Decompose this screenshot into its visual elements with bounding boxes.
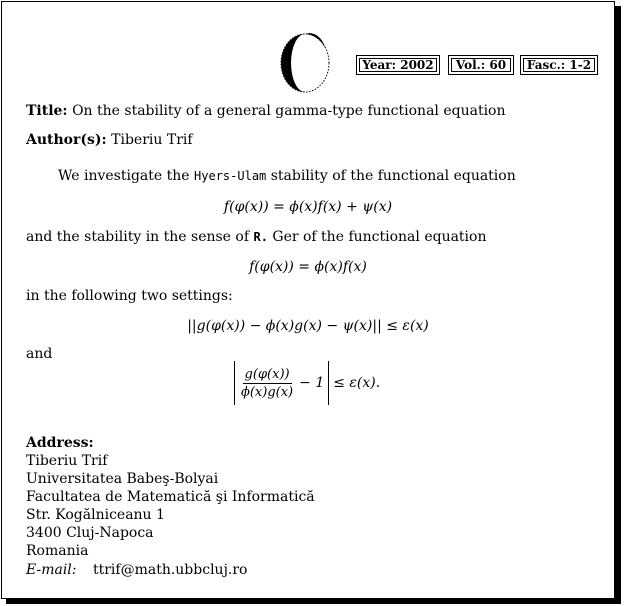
abstract-intro-text: We investigate the [58, 168, 195, 184]
equation-2: f(φ(x)) = ϕ(x)f(x) [249, 259, 367, 275]
abs-bar-right [328, 361, 329, 405]
abstract-second-text: and the stability in the sense of [26, 229, 254, 245]
address-line: Facultatea de Matematică şi Informatică [26, 489, 315, 505]
address-line: Str. Kogălniceanu 1 [26, 507, 165, 523]
title-line [26, 103, 506, 119]
journal-logo [278, 32, 332, 94]
equation-4-fraction [239, 367, 295, 400]
equation-3: ||g(φ(x)) − ϕ(x)g(x) − ψ(x)|| ≤ ε(x) [187, 318, 429, 334]
address-label: Address: [26, 435, 94, 451]
equation-4-minus-one: − 1 [299, 375, 325, 391]
equation-4 [234, 360, 380, 406]
email-link[interactable]: ttrif@math.ubbcluj.ro [92, 562, 248, 578]
address-line: 3400 Cluj-Napoca [26, 525, 154, 541]
paper-title: On the stability of a general gamma-type functional equation [72, 103, 506, 119]
email-line [26, 562, 247, 578]
volume-label: Vol.: 60 [455, 58, 507, 72]
abstract-intro [58, 168, 516, 184]
abstract-settings: in the following two settings: [26, 288, 233, 304]
email-label: E-mail: [26, 562, 77, 578]
page-shadow-right [615, 6, 621, 602]
hyers-ulam-term: Hyers-Ulam [194, 169, 267, 183]
year-box [356, 55, 440, 75]
authors-line [26, 132, 193, 148]
abstract-second-rest: Ger of the functional equation [267, 229, 487, 245]
volume-box [448, 55, 514, 75]
address-line: Tiberiu Trif [26, 453, 108, 469]
equation-4-numerator: g(φ(x)) [244, 366, 290, 382]
year-label: Year: 2002 [362, 58, 434, 72]
title-label: Title: [26, 103, 68, 119]
author-names: Tiberiu Trif [111, 132, 193, 148]
authors-label: Author(s): [26, 132, 107, 148]
page-shadow-bottom [6, 598, 621, 604]
fascicle-box [520, 55, 598, 75]
address-line: Romania [26, 543, 89, 559]
abstract-page [1, 1, 615, 599]
fascicle-label: Fasc.: 1-2 [526, 58, 592, 72]
equation-4-denominator: ϕ(x)g(x) [241, 384, 294, 400]
equation-1: f(φ(x)) = ϕ(x)f(x) + ψ(x) [223, 199, 393, 215]
equation-4-rhs: ≤ ε(x). [333, 375, 381, 391]
abstract-and: and [26, 346, 53, 362]
abstract-intro-rest: stability of the functional equation [266, 168, 516, 184]
abs-bar-left [234, 361, 235, 405]
abstract-second [26, 229, 486, 245]
ger-initial: R. [253, 230, 268, 244]
address-line: Universitatea Babeş-Bolyai [26, 471, 219, 487]
